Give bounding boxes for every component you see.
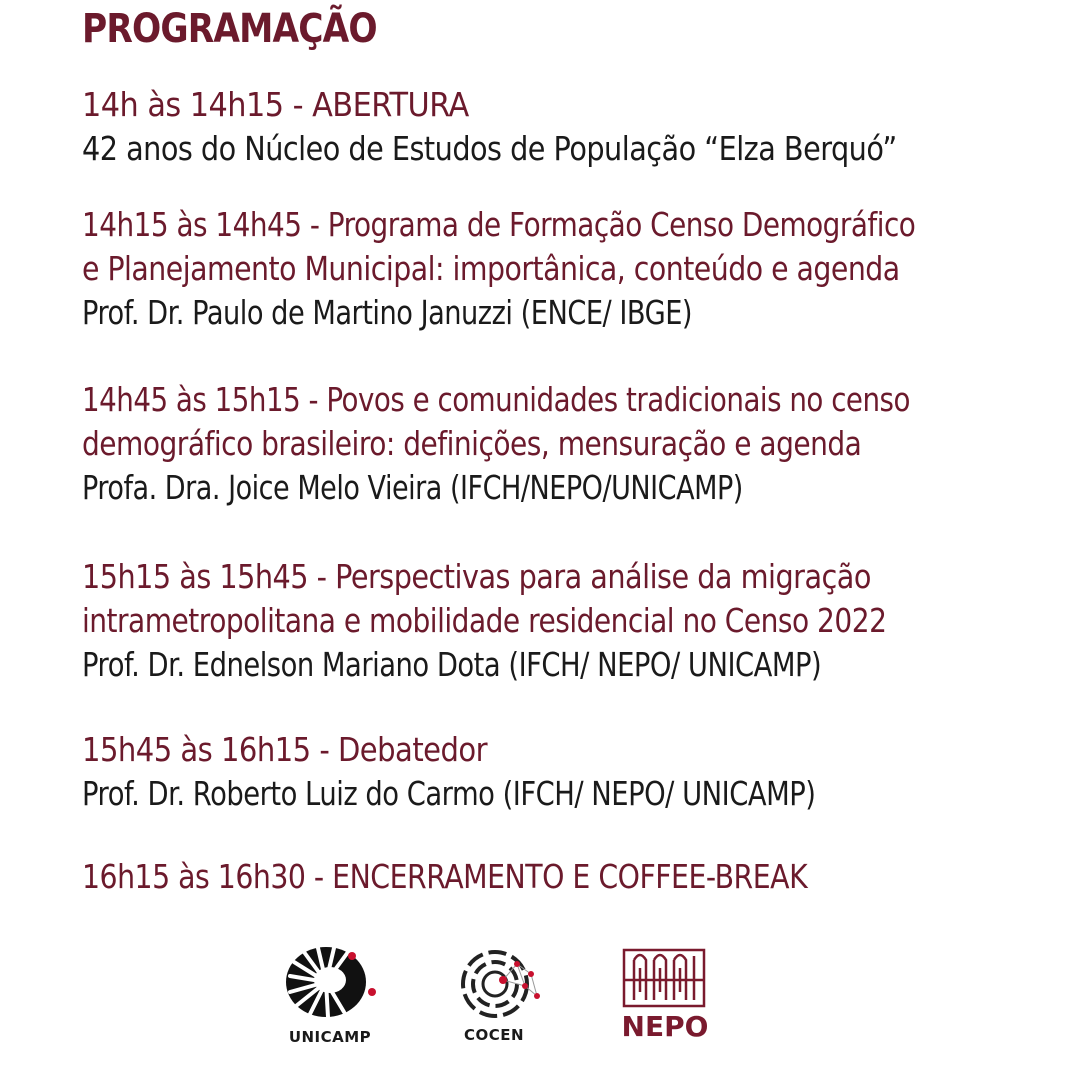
schedule-speaker: Prof. Dr. Ednelson Mariano Dota (IFCH/ NEPO/ UNICAMP) bbox=[82, 645, 822, 684]
schedule-speaker: Profa. Dra. Joice Melo Vieira (IFCH/NEPO/UNICAMP) bbox=[82, 468, 743, 507]
cocen-logo-icon bbox=[455, 940, 545, 1026]
schedule-heading: 15h15 às 15h45 - Perspectivas para análise da migração bbox=[82, 557, 871, 596]
nepo-logo-text: NEPO bbox=[621, 1010, 709, 1040]
unicamp-logo-icon bbox=[282, 940, 378, 1026]
schedule-heading: 15h45 às 16h15 - Debatedor bbox=[82, 730, 488, 769]
page-title: PROGRAMAÇÃO bbox=[82, 6, 377, 52]
cocen-logo bbox=[455, 940, 545, 1044]
schedule-heading: 14h às 14h15 - ABERTURA bbox=[82, 85, 469, 124]
unicamp-label: UNICAMP bbox=[288, 1028, 372, 1046]
schedule-heading: 14h15 às 14h45 - Programa de Formação Censo Demográfico bbox=[82, 205, 916, 244]
schedule-heading: 16h15 às 16h30 - ENCERRAMENTO E COFFEE-BREAK bbox=[82, 857, 808, 896]
unicamp-logo bbox=[282, 940, 378, 1046]
cocen-label: COCEN bbox=[463, 1026, 525, 1044]
schedule-item-debate bbox=[82, 728, 1072, 816]
schedule-item-opening bbox=[82, 83, 1072, 171]
schedule-heading: e Planejamento Municipal: importânica, conteúdo e agenda bbox=[82, 249, 900, 288]
schedule-item-talk-3 bbox=[82, 555, 1072, 687]
nepo-logo bbox=[620, 940, 710, 1044]
nepo-logo-icon bbox=[620, 940, 710, 1040]
schedule-speaker: Prof. Dr. Roberto Luiz do Carmo (IFCH/ NEPO/ UNICAMP) bbox=[82, 774, 816, 813]
schedule-heading: demográfico brasileiro: definições, mensuração e agenda bbox=[82, 424, 862, 463]
schedule-speaker: 42 anos do Núcleo de Estudos de População “Elza Berquó” bbox=[82, 129, 897, 168]
schedule-item-talk-2 bbox=[82, 378, 1072, 510]
schedule-heading: intrametropolitana e mobilidade residencial no Censo 2022 bbox=[82, 601, 887, 640]
schedule-heading: 14h45 às 15h15 - Povos e comunidades tradicionais no censo bbox=[82, 380, 910, 419]
schedule-item-talk-1 bbox=[82, 203, 1072, 335]
schedule-speaker: Prof. Dr. Paulo de Martino Januzzi (ENCE/ IBGE) bbox=[82, 293, 693, 332]
schedule-item-closing bbox=[82, 855, 1072, 899]
footer-logos bbox=[0, 940, 1080, 1060]
